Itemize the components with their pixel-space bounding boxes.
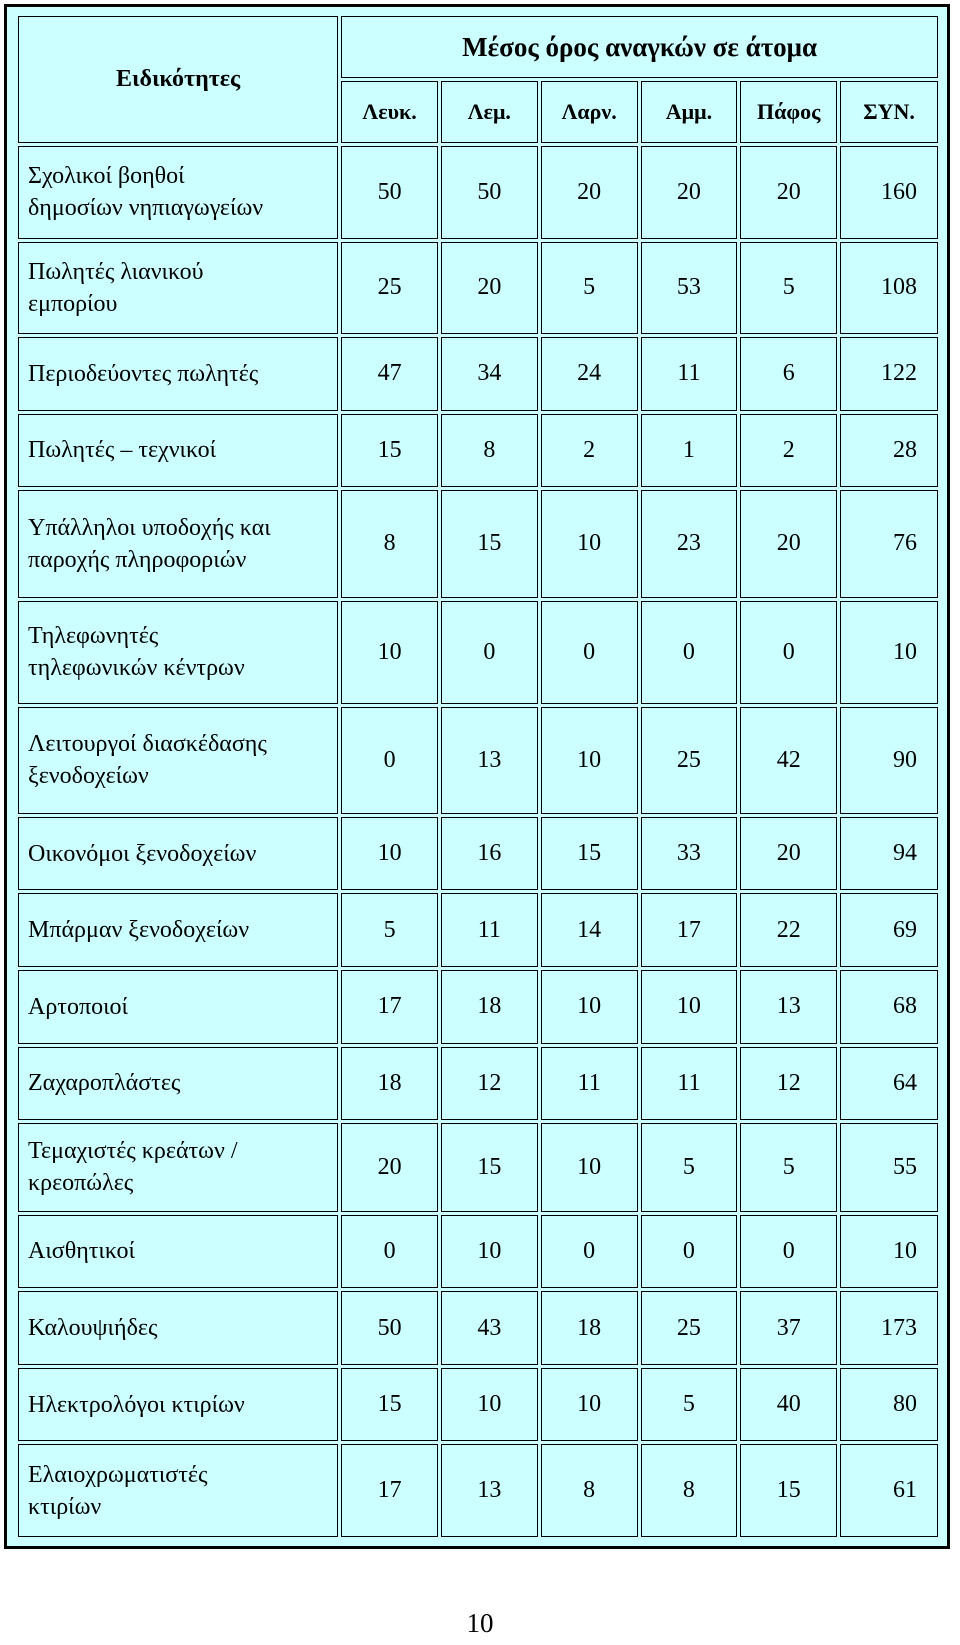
table-row [18, 1123, 938, 1211]
row-label-line: εμπορίου [28, 290, 118, 317]
row-value-cell: 10 [541, 490, 638, 597]
table-row [18, 337, 938, 411]
row-value-cell: 15 [441, 1123, 538, 1211]
row-label-line: Αρτοποιοί [28, 993, 128, 1020]
row-label [18, 1368, 338, 1442]
row-label-line: Τηλεφωνητές [28, 623, 159, 650]
row-value-cell: 20 [541, 146, 638, 239]
row-total-cell: 69 [840, 893, 938, 967]
row-value-cell: 23 [641, 490, 738, 597]
table-row [18, 1291, 938, 1365]
table-row [18, 1368, 938, 1442]
row-value-cell: 5 [541, 242, 638, 335]
row-value-cell: 50 [441, 146, 538, 239]
row-label-line: παροχής πληροφοριών [28, 546, 247, 573]
header-district-lemesos: Λεμ. [441, 81, 538, 143]
row-total-cell: 55 [840, 1123, 938, 1211]
table-row [18, 1215, 938, 1289]
row-value-cell: 15 [740, 1444, 837, 1537]
row-value-cell: 53 [641, 242, 738, 335]
needs-table [15, 13, 941, 1540]
table-row [18, 707, 938, 814]
row-label-line: ξενοδοχείων [28, 763, 149, 790]
row-value-cell: 15 [441, 490, 538, 597]
header-specialties: Ειδικότητες [18, 16, 338, 143]
row-value-cell: 18 [541, 1291, 638, 1365]
table-row [18, 817, 938, 891]
row-total-cell: 94 [840, 817, 938, 891]
row-total-cell: 173 [840, 1291, 938, 1365]
row-value-cell: 11 [441, 893, 538, 967]
row-value-cell: 33 [641, 817, 738, 891]
row-value-cell: 11 [641, 337, 738, 411]
row-value-cell: 16 [441, 817, 538, 891]
row-value-cell: 2 [740, 414, 837, 488]
page-number: 10 [466, 1608, 494, 1638]
row-value-cell: 10 [441, 1368, 538, 1442]
row-value-cell: 13 [441, 1444, 538, 1537]
row-label [18, 970, 338, 1044]
row-label-line: Σχολικοί βοηθοί [28, 163, 185, 190]
row-value-cell: 15 [341, 1368, 438, 1442]
row-value-cell: 15 [341, 414, 438, 488]
row-value-cell: 37 [740, 1291, 837, 1365]
row-value-cell: 50 [341, 1291, 438, 1365]
row-label-line: Πωλητές λιανικού [28, 258, 204, 285]
row-total-cell: 108 [840, 242, 938, 335]
row-value-cell: 5 [740, 242, 837, 335]
row-value-cell: 18 [341, 1047, 438, 1121]
row-value-cell: 43 [441, 1291, 538, 1365]
row-label-line: τηλεφωνικών κέντρων [28, 655, 245, 682]
row-value-cell: 25 [641, 707, 738, 814]
row-value-cell: 22 [740, 893, 837, 967]
row-total-cell: 90 [840, 707, 938, 814]
row-value-cell: 50 [341, 146, 438, 239]
row-value-cell: 12 [441, 1047, 538, 1121]
row-value-cell: 20 [341, 1123, 438, 1211]
row-label [18, 601, 338, 704]
row-value-cell: 0 [441, 601, 538, 704]
row-label [18, 1215, 338, 1289]
row-label [18, 337, 338, 411]
row-total-cell: 61 [840, 1444, 938, 1537]
row-label [18, 707, 338, 814]
table-row [18, 970, 938, 1044]
row-value-cell: 20 [441, 242, 538, 335]
row-value-cell: 0 [641, 1215, 738, 1289]
row-value-cell: 24 [541, 337, 638, 411]
row-value-cell: 25 [641, 1291, 738, 1365]
row-total-cell: 122 [840, 337, 938, 411]
row-label-line: Αισθητικοί [28, 1238, 135, 1265]
row-total-cell: 10 [840, 1215, 938, 1289]
row-value-cell: 8 [341, 490, 438, 597]
row-value-cell: 12 [740, 1047, 837, 1121]
table-row [18, 601, 938, 704]
row-value-cell: 10 [641, 970, 738, 1044]
row-value-cell: 10 [341, 601, 438, 704]
row-value-cell: 0 [740, 1215, 837, 1289]
row-total-cell: 76 [840, 490, 938, 597]
row-total-cell: 80 [840, 1368, 938, 1442]
row-total-cell: 10 [840, 601, 938, 704]
row-label [18, 146, 338, 239]
row-label [18, 893, 338, 967]
row-value-cell: 20 [740, 817, 837, 891]
row-label [18, 242, 338, 335]
row-total-cell: 160 [840, 146, 938, 239]
table-row [18, 490, 938, 597]
row-label-line: Ηλεκτρολόγοι κτιρίων [28, 1391, 245, 1418]
table-body [18, 146, 938, 1537]
row-label-line: Πωλητές – τεχνικοί [28, 437, 217, 464]
row-label-line: Λειτουργοί διασκέδασης [28, 731, 267, 758]
row-label-line: κρεοπώλες [28, 1170, 134, 1197]
row-value-cell: 8 [441, 414, 538, 488]
row-value-cell: 34 [441, 337, 538, 411]
header-group-title: Μέσος όρος αναγκών σε άτομα [341, 16, 938, 78]
row-value-cell: 6 [740, 337, 837, 411]
row-value-cell: 10 [541, 970, 638, 1044]
row-value-cell: 25 [341, 242, 438, 335]
row-label-line: Ελαιοχρωματιστές [28, 1461, 208, 1488]
row-label-line: δημοσίων νηπιαγωγείων [28, 195, 264, 222]
row-value-cell: 0 [341, 1215, 438, 1289]
header-district-pafos: Πάφος [740, 81, 837, 143]
row-value-cell: 2 [541, 414, 638, 488]
row-value-cell: 17 [341, 1444, 438, 1537]
row-label [18, 1047, 338, 1121]
header-total: ΣΥΝ. [840, 81, 938, 143]
row-value-cell: 5 [740, 1123, 837, 1211]
row-label [18, 1444, 338, 1537]
row-label-line: κτιρίων [28, 1493, 102, 1520]
row-value-cell: 13 [740, 970, 837, 1044]
row-value-cell: 47 [341, 337, 438, 411]
table-row [18, 1047, 938, 1121]
row-value-cell: 0 [740, 601, 837, 704]
row-value-cell: 5 [341, 893, 438, 967]
row-value-cell: 1 [641, 414, 738, 488]
row-label [18, 1123, 338, 1211]
row-value-cell: 10 [341, 817, 438, 891]
row-label-line: Περιοδεύοντες πωλητές [28, 360, 259, 387]
row-value-cell: 10 [441, 1215, 538, 1289]
header-district-ammochostos: Αμμ. [641, 81, 738, 143]
row-value-cell: 11 [641, 1047, 738, 1121]
table-row [18, 414, 938, 488]
row-label [18, 817, 338, 891]
row-label-line: Τεμαχιστές κρεάτων / [28, 1138, 238, 1165]
row-label [18, 414, 338, 488]
row-value-cell: 42 [740, 707, 837, 814]
header-district-lefkosia: Λευκ. [341, 81, 438, 143]
row-label [18, 1291, 338, 1365]
table-row [18, 893, 938, 967]
row-value-cell: 15 [541, 817, 638, 891]
header-district-larnaka: Λαρν. [541, 81, 638, 143]
row-value-cell: 14 [541, 893, 638, 967]
row-value-cell: 0 [541, 1215, 638, 1289]
row-value-cell: 17 [641, 893, 738, 967]
row-value-cell: 13 [441, 707, 538, 814]
row-value-cell: 11 [541, 1047, 638, 1121]
row-total-cell: 68 [840, 970, 938, 1044]
needs-table-frame [4, 4, 950, 1549]
row-value-cell: 40 [740, 1368, 837, 1442]
row-value-cell: 5 [641, 1123, 738, 1211]
row-value-cell: 17 [341, 970, 438, 1044]
row-value-cell: 20 [740, 490, 837, 597]
row-value-cell: 0 [641, 601, 738, 704]
row-value-cell: 10 [541, 1123, 638, 1211]
row-value-cell: 10 [541, 1368, 638, 1442]
row-value-cell: 8 [541, 1444, 638, 1537]
row-label [18, 490, 338, 597]
table-row [18, 1444, 938, 1537]
row-value-cell: 20 [740, 146, 837, 239]
row-value-cell: 0 [541, 601, 638, 704]
row-label-line: Μπάρμαν ξενοδοχείων [28, 917, 250, 944]
row-label-line: Υπάλληλοι υποδοχής και [28, 514, 271, 541]
row-label-line: Καλουψιήδες [28, 1315, 158, 1341]
row-total-cell: 28 [840, 414, 938, 488]
row-label-line: Ζαχαροπλάστες [28, 1070, 181, 1097]
row-value-cell: 20 [641, 146, 738, 239]
row-value-cell: 5 [641, 1368, 738, 1442]
row-label-line: Οικονόμοι ξενοδοχείων [28, 840, 257, 867]
row-value-cell: 0 [341, 707, 438, 814]
table-row [18, 146, 938, 239]
row-total-cell: 64 [840, 1047, 938, 1121]
row-value-cell: 10 [541, 707, 638, 814]
table-row [18, 242, 938, 335]
row-value-cell: 8 [641, 1444, 738, 1537]
row-value-cell: 18 [441, 970, 538, 1044]
